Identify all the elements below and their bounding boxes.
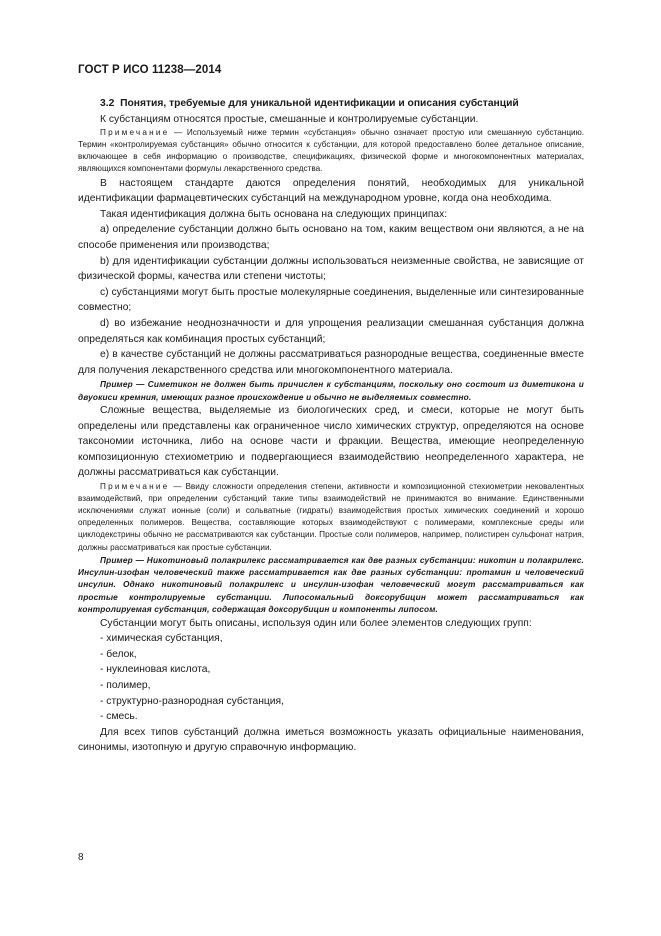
note-1-text: — Используемый ниже термин «субстанция» обычно означает простую или смешанную субстанцию. Термин «контролируемая субстанция» обычно относится к субстанции, для которой предоставлено более детальное описание, включающее в себя информацию о производстве, спецификациях, физической форме и многокомпонентных материалах, являющихся компонентами формулы лекарственного средства. (78, 128, 584, 174)
paragraph-6: Для всех типов субстанций должна иметься возможность указать официальные наименования, синонимы, изотопную и другую справочную информацию. (78, 726, 584, 754)
principle-d: d) во избежание неоднозначности и для упрощения реализации смешанная субстанция должна определяться как комбинация простых субстанций; (78, 317, 584, 345)
principle-e: e) в качестве субстанций не должны рассматриваться разнородные вещества, соединенные вместе для получения лекарственного средства или многокомпонентного материала. (78, 349, 584, 376)
principle-c: c) субстанциями могут быть простые молекулярные соединения, выделенные или синтезированные совместно; (78, 286, 584, 314)
paragraph-3: Такая идентификация должна быть основана на следующих принципах: (100, 208, 448, 220)
paragraph-5: Субстанции могут быть описаны, используя один или более элементов следующих групп: (100, 617, 532, 629)
document-body (78, 96, 584, 756)
list-item: - структурно-разнородная субстанция, (100, 695, 284, 707)
list-item: - полимер, (100, 680, 151, 692)
document-header: ГОСТ Р ИСО 11238—2014 (78, 64, 222, 76)
section-heading (78, 96, 584, 112)
section-number: 3.2 (100, 98, 115, 109)
list-item: - химическая субстанция, (100, 633, 223, 645)
note-2-label: Примечание (100, 482, 170, 492)
page-number: 8 (78, 852, 84, 863)
paragraph-1: К субстанциям относятся простые, смешанные и контролируемые субстанции. (100, 113, 479, 125)
principle-b: b) для идентификации субстанции должны использоваться неизменные свойства, не зависящие от физической формы, качества или степени чистоты; (78, 255, 584, 283)
example-1: Пример — Симетикон не должен быть причислен к субстанциям, поскольку оно состоит из диметикона и двуокиси кремния, имеющих разное происхождение и обычно не выделяемых совместно. (78, 379, 584, 402)
note-1-label: Примечание (100, 128, 170, 138)
paragraph-4: Сложные вещества, выделяемые из биологических сред, и смеси, которые не могут быть определены или представлены как ограниченное число химических структур, определяются на основе таксономии источника, либо на основе части и фракции. Вещества, имеющие неопределенную композиционную стехиометрию и подвергающиеся взаимодействию неопределенного характера, не должны рассматриваться как субстанции. (78, 405, 584, 479)
principle-a: a) определение субстанции должно быть основано на том, каким веществом они являются, а не на способе применения или производства; (78, 224, 584, 251)
note-2 (78, 481, 584, 554)
list-item: - нуклеиновая кислота, (100, 664, 211, 676)
example-2: Пример — Никотиновый полакрилекс рассматривается как две разных субстанции: никотин и полакрилекс. Инсулин-изофан человеческий также рассматривается как две разных субстанции: протамин и человеческий инсулин. Однако никотиновый полакрилекс и инсулин-изофан человеческий могут рассматриваться как простые контролируемые субстанции. Липосомальный доксорубицин может рассматриваться как контролируемая субстанция, содержащая доксорубицин и компоненты липосом. (78, 554, 584, 615)
note-2-text: — Ввиду сложности определения степени, активности и композиционной стехиометрии нековалентных взаимодействий, при определении субстанций такие типы взаимодействий не принимаются во внимание. Единственными исключениями служат ионные (соли) и сольватные (гидраты) взаимодействия простых химических соединений и хорошо определенных полимеров. Вещества, составляющие которых взаимодействуют с полимерами, комплексные среды или циклодекстрины обычно не рассматриваются как субстанции. Простые соли полимеров, например, полистирен сульфонат натрия, должны рассматриваться как простые субстанции. (78, 482, 584, 552)
section-title: Понятия, требуемые для уникальной идентификации и описания субстанций (120, 98, 519, 109)
note-1 (78, 127, 584, 175)
list-item: - смесь. (100, 711, 138, 723)
substance-groups-list (78, 631, 584, 725)
paragraph-2: В настоящем стандарте даются определения понятий, необходимых для уникальной идентификации фармацевтических субстанций на международном уровне, когда она необходима. (78, 177, 584, 205)
list-item: - белок, (100, 648, 137, 660)
